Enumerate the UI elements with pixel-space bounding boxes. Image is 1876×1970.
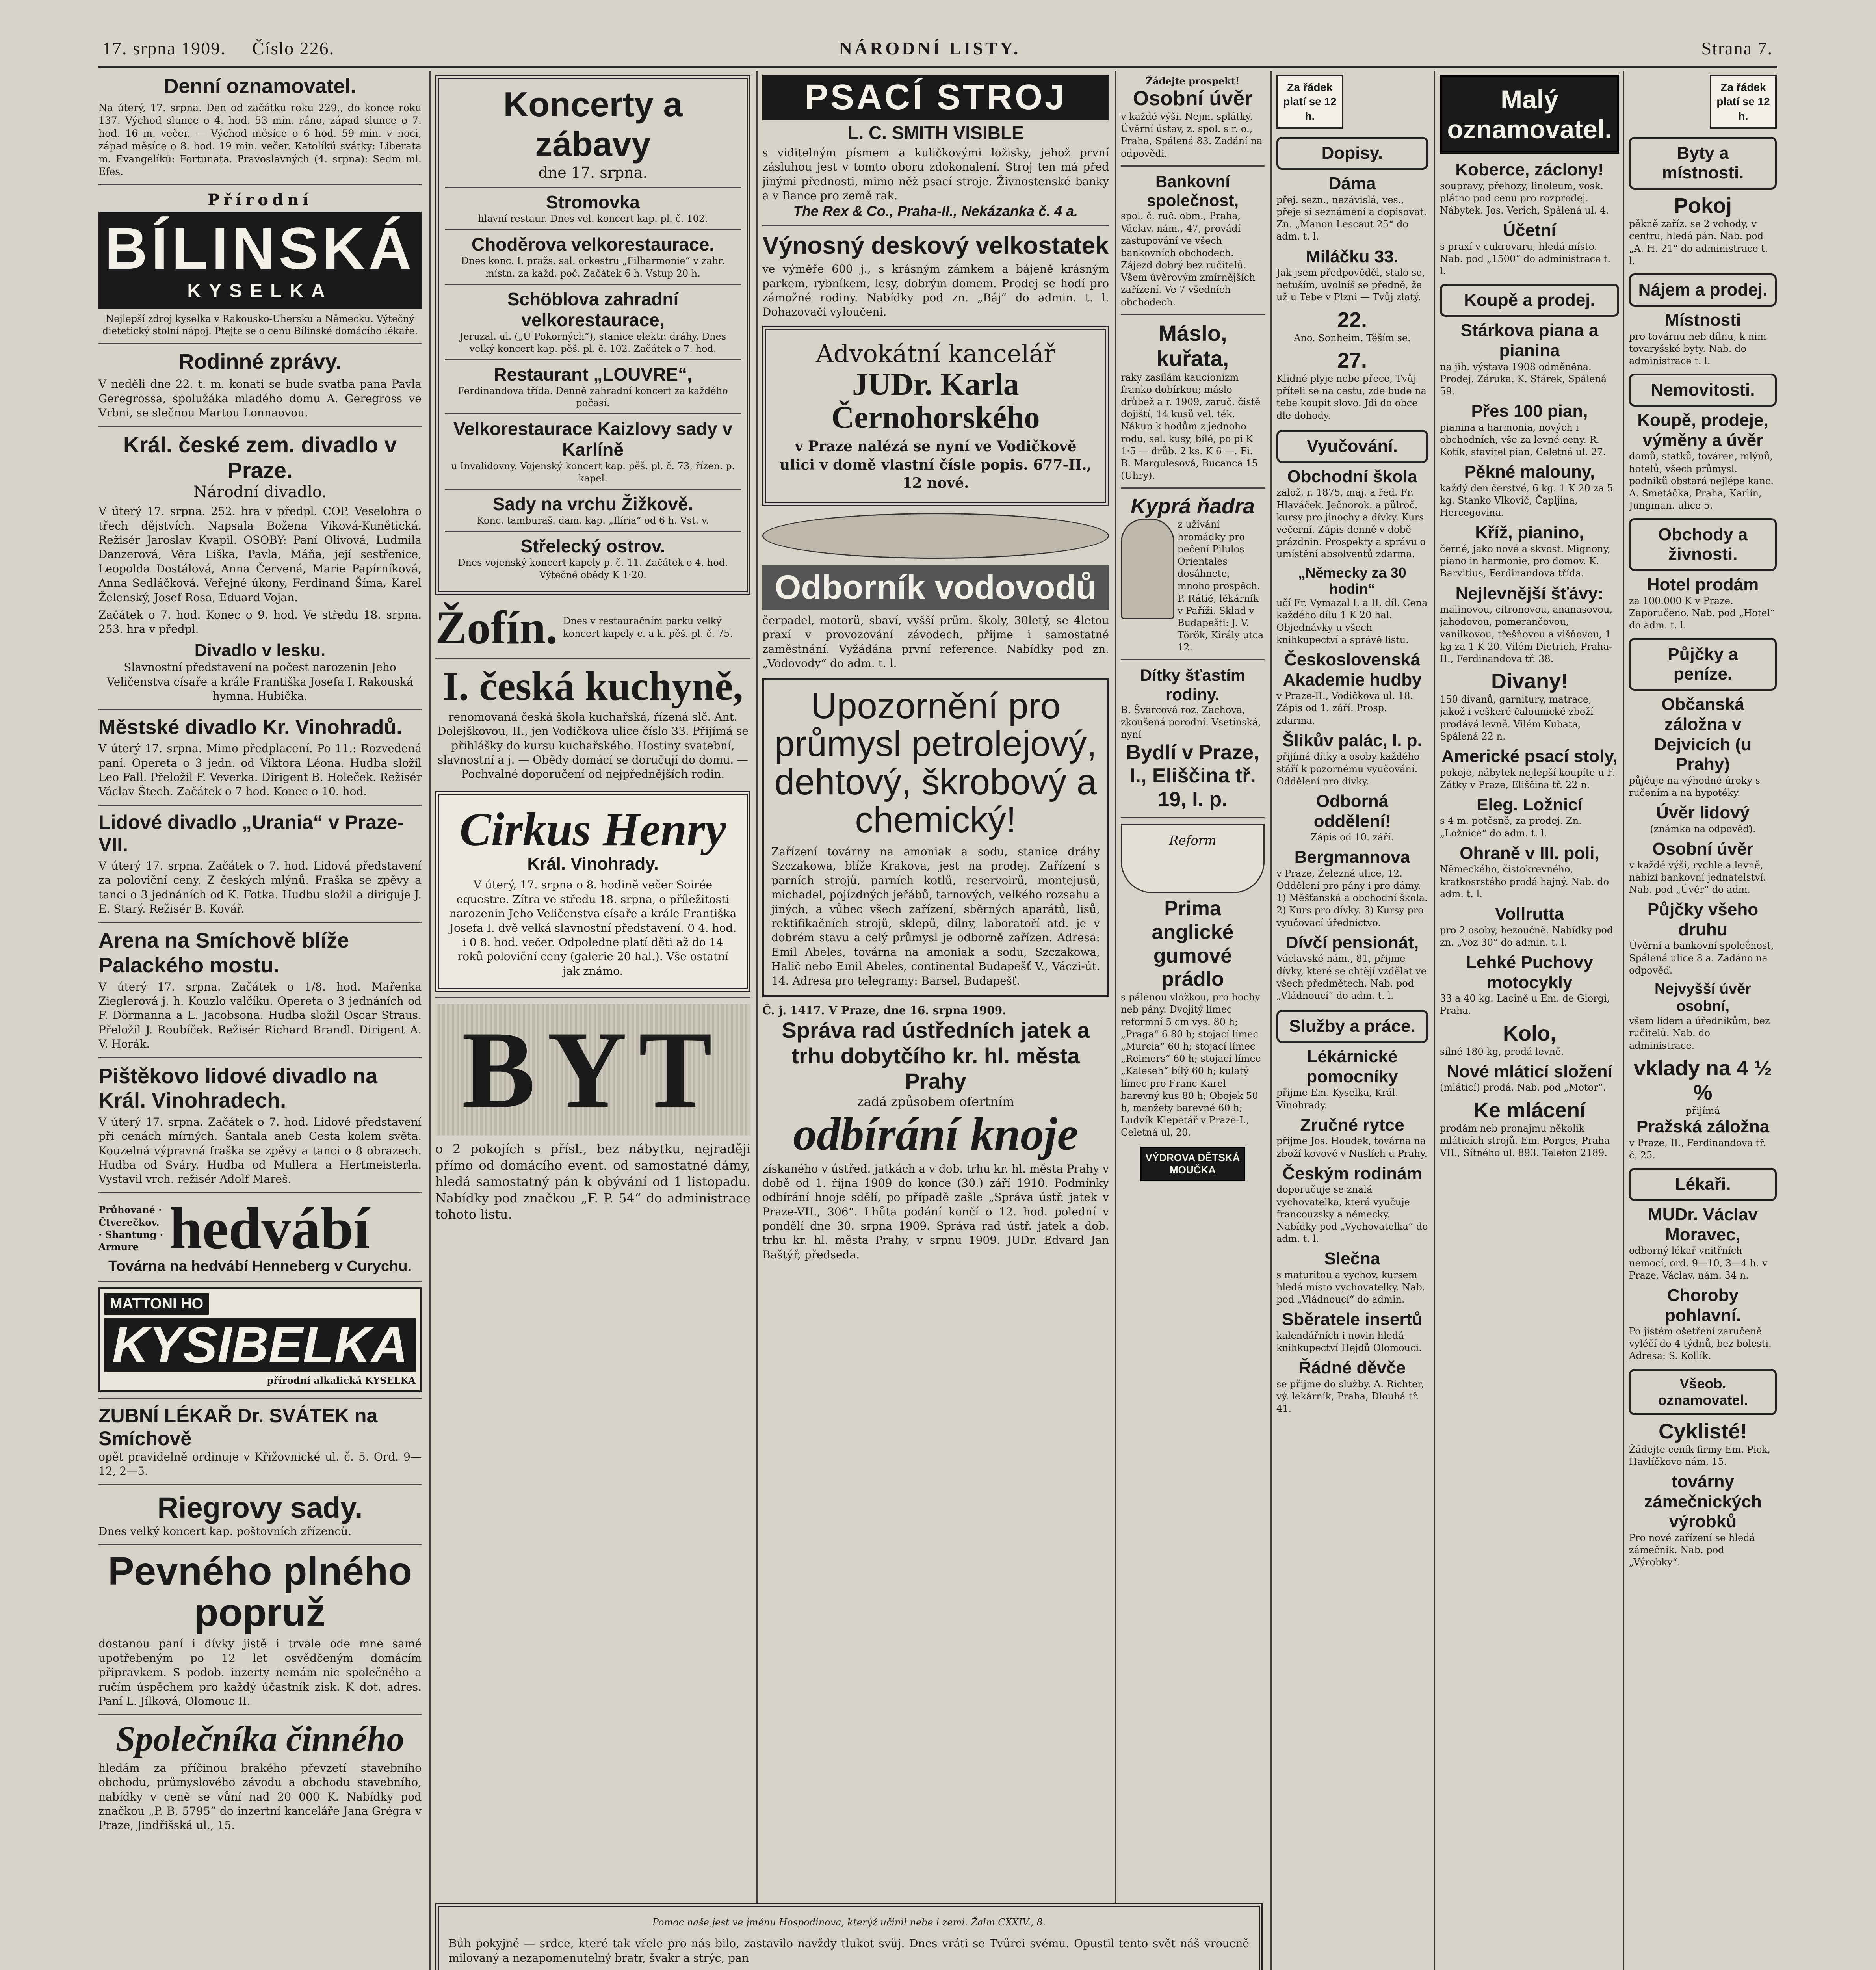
hedvabi-left: Průhované · Čtverečkov. · Shantung · Armure <box>98 1204 163 1253</box>
nejlevnejsi-title: Nejlevnější šťávy: <box>1455 584 1604 603</box>
vinohrady-title: Městské divadlo Kr. Vinohradů. <box>98 716 402 739</box>
zofin-word: Žofín. <box>435 601 558 654</box>
obcanska-text: půjčuje na výhodné úroky s ručením a na hypotéky. <box>1629 775 1760 799</box>
cirkus-place: Král. Vinohrady. <box>527 854 659 873</box>
zadejte-text: Žádejte prospekt! <box>1146 75 1240 87</box>
byt-word: BYT <box>462 1008 724 1131</box>
koncert-item-text: Ferdinandova třída. Denně zahradní koncert za každého počasí. <box>458 385 728 409</box>
zrucne-title: Zručné rytce <box>1300 1115 1404 1135</box>
koupe7-title: Koupě, prodeje, výměny a úvěr <box>1637 411 1768 450</box>
cyklisti-text: Žádejte ceník firmy Em. Pick, Havlíčkovo nám. 15. <box>1629 1444 1770 1467</box>
americke-text: pokoje, nábytek nejlepší koupíte u F. Zátky v Praze, Eliščina tř. 22 n. <box>1440 767 1615 790</box>
hotel-text: za 100.000 K v Praze. Zaporučeno. Nab. pod „Hotel“ do adm. t. l. <box>1629 595 1775 631</box>
zrucne-text: přijme Jos. Houdek, továrna na zboží kovové v Nuslích u Prahy. <box>1276 1136 1428 1159</box>
cisnik-text: hledám za příčinou brakého převzetí stavebního obchodu, průmyslového závodu a obchodu stavebního, nabídky v ceně se vůní nad 20 000 K. Nabídky pod značkou „P. B. 5795“ do inzertní kanceláře Jana Grégra v Praze, Jindřišská ul., 15. <box>98 1761 422 1832</box>
koncert-item-text: u Invalidovny. Vojenský koncert kap. pěš. pl. č. 73, řízen. p. kapel. <box>451 460 735 484</box>
ucetni-title: Účetní <box>1503 221 1556 240</box>
moravec-text: odborný lékař vnitřních nemocí, ord. 9—10, 3—4 h. v Praze, Václav. nám. 34 n. <box>1629 1245 1768 1281</box>
advokat-title: Advokátní kancelář <box>815 339 1056 368</box>
bilinska-word: BÍLINSKÁ <box>104 215 416 281</box>
mistnosti-text: pro továrnu neb dílnu, k nim tovaryšské byty. Nab. do administrace t. l. <box>1629 331 1766 366</box>
kral-sub: Národní divadlo. <box>193 483 327 502</box>
ceskym-title: Českým rodinám <box>1282 1163 1422 1183</box>
price-label: Za řádek platí se 12 h. <box>1276 75 1343 129</box>
bankovni-title: Bankovní společnost, <box>1146 172 1239 210</box>
sluzby-tag: Služby a práce. <box>1276 1010 1428 1043</box>
nejlevnejsi-text: malinovou, citronovou, ananasovou, jahodovou, pomerančovou, vanilkovou, třešňovou a višňovou, 1 kg za 1 K 20. Vilém Dietrich, Praha-II., Ferdinandova tř. 38. <box>1440 604 1613 664</box>
maly-title: Malý oznamovatel. <box>1440 75 1619 154</box>
vklady-text: přijímá <box>1686 1105 1720 1117</box>
odborna-text: Zápis od 10. září. <box>1311 832 1394 843</box>
koncert-item <box>445 359 741 413</box>
obchodni-text: založ. r. 1875, maj. a řed. Fr. Hlaváček. Ječnorok. a půlroč. kursy pro jinochy a dívky. Kurs večerní. Zápis denně v době prázdnin. Prospekty a správu o umístění absolventů zdarma. <box>1276 487 1426 560</box>
byt-banner <box>435 1004 750 1136</box>
mattoni-top: MATTONI HO <box>104 1293 209 1315</box>
uver-title: Úvěr lidový <box>1656 803 1750 823</box>
nemecky-text: učí Fr. Vymazal I. a II. díl. Cena každého dílu 1 K 20 hal. Objednávky u všech knihkupectví a správě listu. <box>1276 597 1428 645</box>
koncerty-date: dne 17. srpna. <box>538 164 648 182</box>
column-4 <box>1121 75 1265 1895</box>
kriz-title: Kříž, pianino, <box>1475 523 1584 543</box>
sliku-title: Šlikův palác, I. p. <box>1282 730 1422 750</box>
rodinne-text: V neděli dne 22. t. m. konati se bude svatba pana Pavla Geregrossa, spolužáka mladého domu A. Geregross ve Vrbni, se slečnou Martou Lonnaovou. <box>98 377 422 420</box>
zofin-text: Dnes v restauračním parku velký koncert kapely c. a k. pěš. pl. č. 75. <box>563 615 733 639</box>
rodinne-title: Rodinné zprávy. <box>178 350 342 374</box>
bydli-title: Bydlí v Praze, I., Eliščina tř. 19, I. p. <box>1126 741 1259 811</box>
vollrutta-title: Vollrutta <box>1495 904 1564 924</box>
odbornik-title: Odborník vodovodů <box>762 565 1109 610</box>
koncert-item-title: Sady na vrchu Žižkově. <box>492 494 693 515</box>
hedvabi-footer: Továrna na hedvábí Henneberg v Curychu. <box>108 1258 412 1275</box>
odbornik-text: čerpadel, motorů, sbaví, vyšší prům. školy, 30letý, se 4letou praxí v provozování závodech, přijme i samostatné zaměstnání. Vyžádána první reference. Nabídky pod zn. „Vodovody“ do adm. t. l. <box>762 614 1109 670</box>
urania-title: Lidové divadlo „Urania“ v Praze-VII. <box>98 811 404 856</box>
column-rule <box>1270 71 1272 1970</box>
vklady-title: vklady na 4 ½ % <box>1633 1056 1772 1104</box>
deskovy-title: Výnosný deskový velkostatek <box>762 232 1109 259</box>
lehke-title: Lehké Puchovy motocykly <box>1466 952 1593 992</box>
bankovni-text: spol. č. ruč. obm., Praha, Václav. nám., 47, provádí zastupování ve všech bankovních obchodech. Zájezd dobrý bez ručitelů. Všem úvěrovým zmírnějších zařízení. Ve 7 všedních obchodech. <box>1121 210 1256 308</box>
moravec-title: MUDr. Václav Moravec, <box>1648 1205 1758 1244</box>
elegkoln-text: s 4 m. potěsně, za prodej. Zn. „Ložnice“ do adm. t. l. <box>1440 815 1582 839</box>
pres-title: Přes 100 pian, <box>1471 401 1588 421</box>
lekarnicke-text: přijme Em. Kyselka, Král. Vinohrady. <box>1276 1087 1399 1111</box>
almanac-text: Na úterý, 17. srpna. Den od začátku roku 229., do konce roku 137. Východ slunce o 4. hod. 53 min. ráno, západ slunce o 7. hod. 16 m. večer. — Východ měsíce o 6 hod. 59 min. v noci, západ měsíce o 8. hod. 19 min. večer. Katolíků svátky: Liberata m. Evangelíků: Fortunata. Pravoslavných (4. srpna): Sedm ml. Efes. <box>98 102 422 178</box>
advokat-text: v Praze nalézá se nyní ve Vodičkově ulici v domě vlastní čísle popis. 677-II., 12 nové. <box>779 438 1092 492</box>
divany-title: Divany! <box>1491 669 1568 693</box>
divci-title: Dívčí pensionát, <box>1285 933 1419 952</box>
kypra-text: z užívání hromádky pro pečení Pilulos Orientales dosáhnete, mnoho prospěch. P. Rátié, lékárník v Paříži. Sklad v Budapešti: J. V. Török, Király utca 12. <box>1178 519 1264 653</box>
vyucovani-tag: Vyučování. <box>1276 430 1428 463</box>
ditky-text: B. Švarcová roz. Zachova, zkoušená porodní. Vsetínská, nyní <box>1121 704 1261 740</box>
nemecky-title: „Německy za 30 hodin“ <box>1298 564 1406 597</box>
ceskym-text: doporučuje se znalá vychovatelka, která vyučuje francouzsky a německy. Nabídky pod „Vychovatelka“ do adm. t. l. <box>1276 1184 1428 1245</box>
smichov-text: V úterý 17. srpna. Začátek o 1/8. hod. Mařenka Zieglerová j. h. Kouzlo valčíku. Opereta o 3 jednáních od F. Dörmanna a L. Jacobsona. Hudba složil Oscar Straus. Přeložil J. Roubíček. Režisér Richard Brandl. Dirigent A. V. Horák. <box>98 980 422 1051</box>
lesko-title: Divadlo v lesku. <box>194 640 326 660</box>
dobytcak-title: Správa rad ústředních jatek a trhu dobytčího kr. hl. města Prahy <box>782 1018 1090 1094</box>
cirkus-box <box>435 791 750 992</box>
odborna-title: Odborná oddělení! <box>1313 791 1391 831</box>
bilinska-sub: KYSELKA <box>187 280 333 301</box>
obcanska-title: Občanská záložna v Dejvicích (u Prahy) <box>1654 695 1752 774</box>
gumove-text: s pálenou vložkou, pro hochy neb pány. Dvojitý límec reformní 5 cm vys. 80 h; „Praga“ 6 80 h; stojací límec „Murcia“ 60 h; stojací límec „Reimers“ 60 h; stojací límec „Kaleseh“ bílý 60 h; kulatý límec pro Franc Karel barevný kus 80 h; Obojek 50 h, manžety barevné 60 h; Ludvík Klepetář v Praze-I., Celetná ul. 20. <box>1121 992 1261 1138</box>
almanac-title: Denní oznamovatel. <box>163 75 357 98</box>
divci-text: Václavské nám., 81, přijme dívky, které se chtějí vzdělat ve všech předmětech. Nab. pod „Vládnoucí“ do adm. t. l. <box>1276 953 1427 1002</box>
psaci-maker: L. C. SMITH VISIBLE <box>847 123 1024 143</box>
deskovy-text: ve výměře 600 j., s krásným zámkem a bájeně krásným parkem, rybníkem, lesy, dobrým domem. Prodej se hodí pro zámožné rodiny. Nabídky pod zn. „Báj“ do admin. t. l. Dohazovači vyloučeni. <box>762 262 1109 319</box>
koncert-item <box>445 187 741 229</box>
column-3 <box>762 75 1109 1970</box>
bilinska-banner <box>98 212 422 309</box>
hedvabi-word: hedvábí <box>169 1195 370 1261</box>
kypra-body <box>1121 519 1265 654</box>
koncert-item <box>445 489 741 531</box>
nove-text: (mláticí) prodá. Nab. pod „Motor“. <box>1440 1082 1606 1093</box>
nove-title: Nové mláticí složení <box>1447 1061 1612 1081</box>
kral-program: V úterý 17. srpna. 252. hra v předpl. COP. Veselohra o třech dějstvích. Napsala Božena Viková-Kunětická. Režisér Jaroslav Kvapil. OSOBY: Paní Olivová, Ludmila Danzerová, Věra Liška, Pavla, Máňa, její sestřenice, Leopolda Dostálová, Anna Červená, Marie Papírníková, Anna Sedláčková. Veřejné úkony, Ferdinand Šíma, Karel Želenský, Josef Rosa, Eduard Vojan. <box>98 505 422 604</box>
koncert-item-title: Velkorestaurace Kaizlovy sady v Karlíně <box>453 418 733 460</box>
svatek-title: ZUBNÍ LÉKAŘ Dr. SVÁTEK na Smíchově <box>98 1405 378 1450</box>
obituary-intro: Bůh pokyjné — srdce, které tak vřele pro nás bilo, zastavilo navždy tlukot svůj. Dnes vráti se Tvůrci svému. Opustil tento svět náš vroucně milovaný a nezapomenutelný bratr, švakr a strýc, pan <box>449 1937 1249 1964</box>
dopisy-tag: Dopisy. <box>1276 137 1428 170</box>
koncerty-list <box>445 187 741 585</box>
riegrovy-title: Riegrovy sady. <box>157 1491 363 1524</box>
cirkus-title: Cirkus Henry <box>459 803 726 855</box>
column-rule <box>1623 71 1624 1970</box>
price-label-right: Za řádek platí se 12 h. <box>1710 75 1777 129</box>
hedvabi-ad <box>98 1195 422 1261</box>
popris-text: dostanou paní i dívky jistě i trvale ode mne samé upotřebeným po 12 let osvědčeným domácím připravkem. S podob. inzerty nemám nic společného a ručím úspěchem pro každý účastník zisk. K dot. adres. Paní L. Jílková, Olomouc II. <box>98 1637 422 1708</box>
maslo-text: raky zasílám kaucionizm franko dobírkou; máslo drůbež a r. 1909, zaruč. čistě dojiští, 14 kusů vel. ték. Nákup k hodům z jednoho rodu, sel. kusy, bílé, po pi K 1·5 — drůb. 2 ks. K 6 —. Fi. B. Margulesová, Bucanca 15 (Uhry). <box>1121 372 1261 481</box>
koncert-item-title: Střelecký ostrov. <box>520 536 665 557</box>
kuchyne-text: renomovaná česká škola kuchařská, řízená slč. Ant. Dolejškovou, II., jen Vodičkova ulice číslo 33. Přijímá se přihlášky do kursu kuchařského. Hostiny svatební, slavnostní a j. — Obědy domácí se doručují do domu. — Pochvalné doporučení od nejpřednějších rodin. <box>437 710 749 781</box>
kral-title: Král. české zem. divadlo v Praze. <box>123 432 397 483</box>
popris-title: Pevného plného popruž <box>108 1549 412 1635</box>
advokat-name: JUDr. Karla Černohorského <box>831 367 1040 435</box>
koncert-item-title: Stromovka <box>546 192 640 213</box>
upozorneni-text: Zařízení továrny na amoniak a sodu, stanice dráhy Szczakowa, blíže Krakova, jest na prodej. Zařízení s parních strojů, parních kotlů, reservoirů, montejusů, michadel, pojízdných jeřábů, tarnových, velkého rozsahu a jiných, a vůbec všech zařízení, sběrných aparátů, lisů, rektifikačních strojů, sklepů, dílny, laboratoří atd. je v dobrém stavu a celý průmysl je odborně zařízen. Adresa: Emil Abeles, továrna na amoniak a sodu, Szczakowa, Halič nebo Emil Abeles, continental Budapešť V., Váczi-út. 14. Adresa pro telegramy: Barsel, Budapešť. <box>771 845 1100 987</box>
tovarny-text: Pro nové zařízení se hledá zámečník. Nab. pod „Výrobky“. <box>1629 1532 1755 1568</box>
pekne-text: každý den čerstvé, 6 kg. 1 K 20 za 5 kg. Stanko Vlkovič, Čapljina, Hercegovina. <box>1440 482 1613 519</box>
starkova-title: Stárkova piana a pianina <box>1460 321 1599 360</box>
ke-mlaceni-title: Ke mlácení <box>1473 1098 1586 1122</box>
koncert-item-text: Dnes vojenský koncert kapely p. č. 11. Začátek o 4. hod. Výtečné obědy K 1·20. <box>458 557 728 581</box>
choroby-title: Choroby pohlavní. <box>1664 1285 1741 1325</box>
upozorneni-title: Upozornění pro průmysl petrolejový, dehtový, škrobový a chemický! <box>774 686 1097 840</box>
elegkoln-title: Eleg. Ložnicí <box>1477 795 1583 814</box>
obchodni-title: Obchodní škola <box>1287 466 1417 486</box>
ohrane-title: Ohraně v III. poli, <box>1460 843 1599 863</box>
slecna-text: s maturitou a vychov. kursem hledá místo vychovatelky. Nab. pod „Vládnoucí“ do admin. <box>1276 1269 1425 1305</box>
pokoj-text: pěkně zaříz. se 2 vchody, v centru, hledá pán. Nab. pod „A. H. 21“ do administrace t. l. <box>1629 218 1768 266</box>
koncert-item <box>445 229 741 283</box>
reform-label: Reform <box>1169 833 1217 848</box>
prazska-text: v Praze, II., Ferdinandova tř. č. 25. <box>1629 1137 1766 1161</box>
psaci-text: s viditelným písmem a kuličkovými ložisky, jehož první zásluhou jest v tomto oboru zdokonalení. Stroj ten má před jinými přednosti, mimo něž psací stroje. Živnostenské banky a v Bance pro země rak. <box>762 146 1109 203</box>
koupe-tag: Koupě a prodej. <box>1440 284 1619 317</box>
najem-tag: Nájem a prodej. <box>1629 273 1777 307</box>
psaci-title: PSACÍ STROJ <box>762 75 1109 120</box>
column-1 <box>98 75 422 1970</box>
slecna-title: Slečna <box>1324 1249 1380 1269</box>
ditky-title: Dítky šťastím rodiny. <box>1140 666 1246 704</box>
dobytcak-big: odbírání knoje <box>793 1107 1078 1160</box>
americke-title: Americké psací stoly, <box>1441 746 1618 766</box>
cirkus-text: V úterý, 17. srpna o 8. hodině večer Soirée equestre. Zítra ve středu 18. srpna, o příležitosti narozenin Jeho Veličenstva císaře a krále Františka Josefa I. dvě velká slavnostní představení. 0 4. hod. i 0 8. hod. večer. Odpoledne platí děti až do 14 roků poloviční ceny (galerie 20 hal.). Vše ostatní jak známo. <box>449 878 737 978</box>
dobytcak-ref: Č. j. 1417. V Praze, dne 16. srpna 1909. <box>762 1004 1006 1017</box>
koncert-item-text: hlavní restaur. Dnes vel. koncert kap. pl. č. 102. <box>478 213 708 225</box>
cyklisti-title: Cyklisté! <box>1658 1419 1748 1443</box>
osobni-text: v každé výši. Nejm. splátky. Úvěrní ústav, z. spol. s r. o., Praha, Spálená 83. Zadání na odpovědi. <box>1121 111 1263 159</box>
pekne-title: Pěkné malouny, <box>1464 462 1595 482</box>
bergmann-text: v Praze, Železná ulice, 12. Oddělení pro pány i pro dámy. 1) Měšťanská a obchodní škola. 2) Kurs pro dívky. 3) Kursy pro vyučovací úřednictvo. <box>1276 868 1428 928</box>
pujcky2-title: Půjčky všeho druhu <box>1647 900 1759 939</box>
obituary <box>435 1903 1263 1970</box>
lekarnicke-title: Lékárnické pomocníky <box>1306 1047 1398 1086</box>
koncert-item-title: Restaurant „LOUVRE“, <box>494 364 692 385</box>
ceskoslovanska-text: v Praze-II., Vodičkova ul. 18. Zápis od 1. září. Prosp. zdarma. <box>1276 690 1414 726</box>
byty-tag: Byty a místnosti. <box>1629 137 1777 190</box>
advokat-box <box>762 326 1109 506</box>
milacku-text: Jak jsem předpověděl, stalo se, netuším, uvolníš se předně, že už u Tebe v Plzni — Tvůj zlatý. <box>1276 267 1425 303</box>
bergmann-title: Bergmannova <box>1294 847 1410 867</box>
koupe7-text: domů, statků, továren, mlýnů, hotelů, všech průmysl. podniků obstará nejlépe kanc. A. Smetáčka, Praha, Karlín, Jungman. ulice 5. <box>1629 451 1774 511</box>
pistek-title: Pištěkovo lidové divadlo na Král. Vinohradech. <box>98 1064 378 1112</box>
mattoni-word: KYSIBELKA <box>104 1318 416 1372</box>
column-6 <box>1440 75 1619 1970</box>
masthead-title: NÁRODNÍ LISTY. <box>839 38 1021 58</box>
smichov-title: Arena na Smíchově blíže Palackého mostu. <box>98 929 349 977</box>
zofin-ad <box>435 603 750 652</box>
vydrova-box: VÝDROVA DĚTSKÁ MOUČKA <box>1140 1147 1245 1181</box>
uver-text: (známka na odpověď). <box>1650 823 1756 834</box>
n22-text: Ano. Sonheim. Těším se. <box>1294 332 1411 344</box>
hotel-title: Hotel prodám <box>1647 575 1759 595</box>
koncert-item-text: Dnes konc. I. pražs. sal. orkestru „Filharmonie“ v zahr. místn. za každ. poč. Začátek 6 h. Vstup 20 h. <box>461 255 725 279</box>
issue-number: Číslo 226. <box>252 38 335 58</box>
kolo-text: silné 180 kg, prodá levně. <box>1440 1046 1564 1057</box>
kuchyne-title: I. česká kuchyně, <box>442 663 743 709</box>
koncert-item <box>445 284 741 359</box>
koncert-item-text: Jeruzal. ul. („U Pokorných“), stanice elektr. dráhy. Dnes velký koncert kap. pěš. pl. č. 102. Začátek o 7. hod. <box>459 331 726 354</box>
issue-date: 17. srpna 1909. <box>102 38 226 58</box>
prazska-title: Pražská záložna <box>1636 1117 1770 1137</box>
koncert-item-title: Choděrova velkorestaurace. <box>471 234 715 255</box>
dama-title: Dáma <box>1328 174 1376 193</box>
ke-mlaceni-text: prodám neb pronajmu několik mláticích strojů. Em. Porges, Praha VII., Šítného ul. 893. Telefon 2189. <box>1440 1123 1610 1159</box>
header-rule <box>98 66 1777 68</box>
osobni7-title: Osobní úvěr <box>1652 839 1753 859</box>
dobytcak-text: získaného v ústřed. jatkách a v dob. trhu kr. hl. města Prahy v době od 1. října 1909 do konce (30.) září 1910. Podmínky odbírání hnoje sdělí, po případě zašle „Správa ústř. jatek v Praze-VII., 306“. Lhůta podání končí o 12. hod. polední v pondělí dne 30. srpna 1909. Správa rad ústř. jatek a dob. trhu kr. hl. města Prahy, v srpnu 1909. JUDr. Edvard Jan Baštýř, předseda. <box>762 1162 1109 1261</box>
koncerty-box <box>435 75 750 595</box>
vinohrady-text: V úterý 17. srpna. Mimo předplacení. Po 11.: Rozvedená paní. Opereta o 3 jedn. od Viktora Léona. Hudba složil Leo Fall. Přeložil F. Veverka. Dirigent B. Holeček. Režisér Václav Štech. Začátek o 7 hod. Konec o 10. hod. <box>98 742 422 798</box>
divany-text: 150 divanů, garnitury, matrace, jakož i veškeré čalounické zboží prodává levně. Vilém Kubata, Spálená 22 n. <box>1440 694 1594 742</box>
woman-illustration <box>1121 519 1174 619</box>
pistek-text: V úterý 17. srpna. Začátek o 7. hod. Lidové představení při cenách mírných. Šantala aneb Cesta kolem světa. Kouzelná výpravná fraška se zpěvy a tanci o 8 obrazech. Hudba od Sváry. Hudba od Mullera a Hertmeisterla. Vystavil vrch. režisér Adolf Mareš. <box>98 1115 422 1186</box>
collar-illustration <box>1121 824 1265 893</box>
sliku-text: přijímá dítky a osoby každého stáří k pozornému vyučování. Oddělení pro dívky. <box>1276 751 1420 787</box>
koncert-item-title: Schöblova zahradní velkorestaurace, <box>507 288 679 330</box>
lekari-tag: Lékaři. <box>1629 1168 1777 1201</box>
lehke-text: 33 a 40 kg. Lacině u Em. de Giorgi, Praha. <box>1440 993 1610 1017</box>
koberce-title: Koberce, záclony! <box>1455 160 1604 179</box>
pokoj-title: Pokoj <box>1674 194 1732 218</box>
column-7 <box>1629 75 1777 1970</box>
tovarny-title: továrny zámečnických výrobků <box>1644 1472 1762 1531</box>
lesko-text: Slavnostní představení na počest narozenin Jeho Veličenstva císaře a krále Františka Josefa I. Rakouská hymna. Hubička. <box>107 661 413 703</box>
koberce-text: soupravy, přehozy, linoleum, vosk. plátno pod cenu pro rozprodej. Nábytek. Jos. Verich, Spálená ul. 4. <box>1440 180 1609 216</box>
vollrutta-text: pro 2 osoby, hezoučně. Nabídky pod zn. „Voz 30“ do admin. t. l. <box>1440 924 1613 948</box>
nejvyssi-text: všem lidem a úředníkům, bez ručitelů. Nab. do administrace. <box>1629 1015 1770 1051</box>
kral-evening: Začátek o 7. hod. Konec o 9. hod. Ve středu 18. srpna. 253. hra v předpl. <box>98 608 422 636</box>
osobni7-text: v každé výši, rychle a levně, nabízí bankovní jednatelství. Nab. pod „Úvěr“ do adm. <box>1629 859 1766 895</box>
nejvyssi-title: Nejvyšší úvěr osobní, <box>1654 980 1752 1015</box>
sberatele-text: kalendářních i novin hledá knihkupectví Hejdů Olomouci. <box>1276 1330 1422 1354</box>
pujcky-tag: Půjčky a peníze. <box>1629 638 1777 691</box>
koncert-item-text: Konc. tamburaš. dam. kap. „Ilíria“ od 6 h. Vst. v. <box>477 515 709 526</box>
upozorneni-box <box>762 678 1109 997</box>
bilinska-text: Nejlepší zdroj kyselka v Rakousko-Uhersku a Německu. Výtečný dietetický stolní nápoj. Ptejte se o cenu Bílinské domácího lékaře. <box>102 313 418 336</box>
ceskoslovanska-title: Československá Akademie hudby <box>1283 650 1422 690</box>
mattoni-sub: přírodní alkalická KYSELKA <box>267 1374 416 1386</box>
column-rule <box>429 71 431 1970</box>
obchody-tag: Obchody a živnosti. <box>1629 518 1777 571</box>
koncerty-title: Koncerty a zábavy <box>503 85 683 164</box>
ucetni-text: s praxí v cukrovaru, hledá místo. Nab. pod „1500“ do administrace t. l. <box>1440 241 1611 277</box>
urania-text: V úterý 17. srpna. Začátek o 7. hod. Lidová představení za poloviční ceny. Z českých mlýnů. Fraška se zpěvy a tanci o 3 jednáních od K. Fotka. Hudbu složil a diriguje J. E. Starý. Režisér B. Kovář. <box>98 859 422 916</box>
pujcky2-text: Úvěrní a bankovní společnost, Spálená ulice 8 a. Zadáno na odpověď. <box>1629 940 1774 976</box>
ohrane-text: Německého, čistokrevného, kratkosrstého prodá hajný. Nab. do adm. t. l. <box>1440 864 1609 900</box>
koncert-item <box>445 413 741 489</box>
riegrovy-text: Dnes velký koncert kap. poštovních zřízenců. <box>98 1524 352 1538</box>
page-number: Strana 7. <box>1701 38 1773 58</box>
nemovitosti-tag: Nemovitosti. <box>1629 374 1777 407</box>
milacku-title: Miláčku 33. <box>1306 247 1399 266</box>
n27-text: Klidné plyje nebe přece, Tvůj příteli se na cestu, zde bude na tebe koupit slovo. Jdi do obce dle dohody. <box>1276 373 1427 421</box>
n27-title: 27. <box>1337 348 1367 372</box>
choroby-text: Po jistém ošetření zaručeně vyléčí do 4 týdnů, bez bolesti. Adresa: S. Kollík. <box>1629 1326 1772 1362</box>
column-rule <box>756 71 758 1970</box>
column-5 <box>1276 75 1428 1970</box>
kolo-title: Kolo, <box>1503 1021 1556 1045</box>
column-rule <box>1115 71 1116 1970</box>
gumove-title: Prima anglické gumové prádlo <box>1152 897 1234 991</box>
starkova-text: na jih. výstava 1908 odměněna. Prodej. Záruka. K. Stárek, Spálená 59. <box>1440 361 1607 397</box>
sausage-illustration <box>762 513 1109 559</box>
cisnik-title: Společníka činného <box>115 1719 405 1759</box>
pres-text: pianina a harmonia, nových i obchodních, vše za levné ceny. R. Kotík, stavitel pian, Celetná ul. 27. <box>1440 422 1606 458</box>
sberatele-title: Sběratele insertů <box>1282 1310 1423 1329</box>
radne-title: Řádné děvče <box>1298 1358 1406 1378</box>
mattoni-ad <box>98 1287 422 1392</box>
dama-text: přej. sezn., nezávislá, ves., přeje si seznámení a dopisovat. Zn. „Manon Lescaut 25“ do adm. t. l. <box>1276 194 1427 242</box>
bilinska-top: Přírodní <box>207 190 313 209</box>
kriz-text: černé, jako nové a skvost. Mignony, piano in harmonie, pro domov. K. Barvitius, Ferdinandova třída. <box>1440 543 1610 579</box>
radne-text: se přijme do služby. A. Richter, vý. lekárník, Praha, Dlouhá tř. 41. <box>1276 1378 1424 1414</box>
psaci-footer: The Rex & Co., Praha-II., Nekázanka č. 4 a. <box>793 203 1078 219</box>
svatek-text: opět pravidelně ordinuje v Křižovnické ul. č. 5. Ord. 9—12, 2—5. <box>98 1450 422 1478</box>
byt-text: o 2 pokojích s přísl., bez nábytku, nejraději přímo od domácího event. od samostatné dámy, hledá samostatný pán k obývání od 1 listopadu. Nabídky pod značkou „F. P. 54“ do administrace tohoto listu. <box>435 1141 750 1222</box>
column-rule <box>1434 71 1435 1970</box>
n22-title: 22. <box>1337 308 1367 332</box>
koncert-item <box>445 531 741 585</box>
column-2 <box>435 75 750 1970</box>
mistnosti-title: Místnosti <box>1664 310 1741 330</box>
kypra-title: Kyprá ňadra <box>1130 494 1255 519</box>
maslo-title: Máslo, kuřata, <box>1156 320 1229 371</box>
obituary-quote: Pomoc naše jest ve jménu Hospodinova, kterýž učinil nebe i zemi. Žalm CXXIV., 8. <box>652 1917 1046 1928</box>
vseob-tag: Všeob. oznamovatel. <box>1629 1369 1777 1415</box>
dobytcak-mid: zadá způsobem ofertním <box>857 1094 1014 1109</box>
osobni-title: Osobní úvěr <box>1133 87 1253 110</box>
